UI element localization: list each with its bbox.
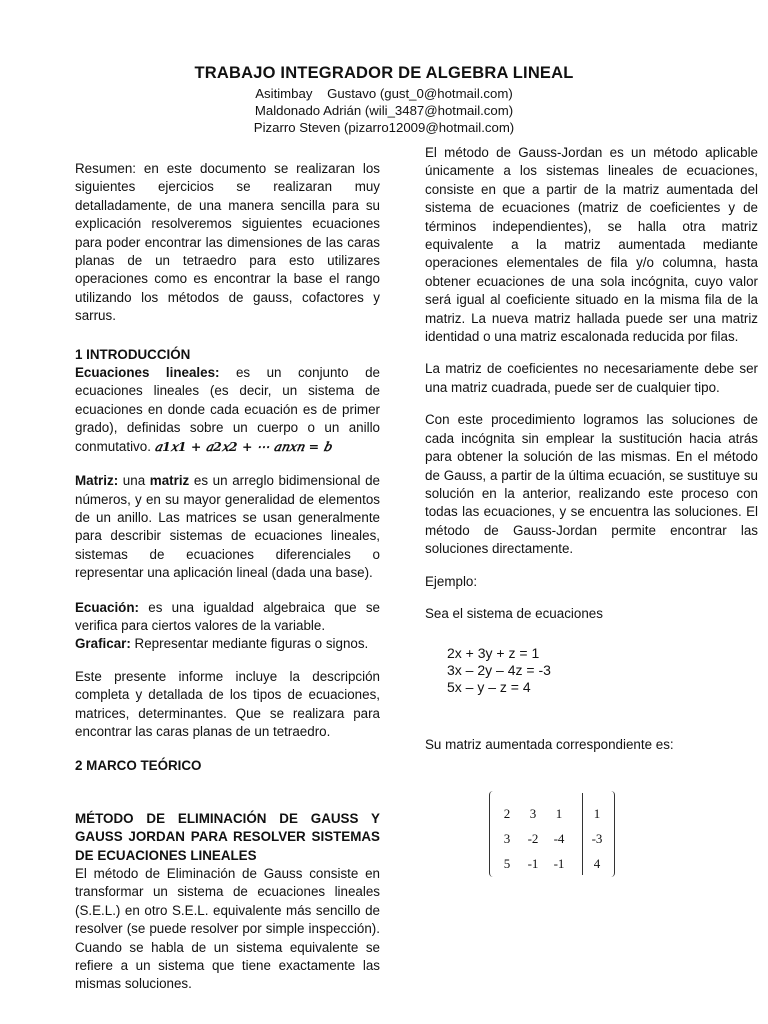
author-2: Maldonado Adrián (wili_3487@hotmail.com) [254,103,514,118]
matrix-cell: 1 [593,805,601,821]
matrix-cell: 2 [503,805,511,821]
procedure-paragraph: Con este procedimiento logramos las soluciones de cada incógnita sin emplear la sustitución hacia atrás para obtener la solución de las mismas. En el método de Gauss, a partir de la última ecuación, se sustituye su solución en la anterior, realizando este proceso con todas las ecuaciones, y se encuentra las soluciones. El método de Gauss-Jordan permite encontrar las soluciones directamente. [425,412,758,557]
matrix-cell: -2 [527,830,539,846]
matrix-cell: 4 [593,855,601,871]
linear-equations-paragraph [75,364,380,456]
matrix-cell: 3 [503,830,511,846]
matrix-cell: -1 [527,855,539,871]
matrix-paragraph [75,472,380,582]
matrix-cell: -1 [553,855,565,871]
left-column [75,160,380,1006]
matrix-pre-text: una [118,473,150,489]
augmented-matrix-intro: Su matriz aumentada correspondiente es: [425,737,674,753]
matrix-row-2 [490,830,614,848]
system-equation-1: 2x + 3y + z = 1 [447,645,540,662]
system-intro: Sea el sistema de ecuaciones [425,605,603,621]
linear-equations-term: Ecuaciones lineales: [75,365,220,381]
equation-paragraph [75,599,380,636]
matrix-cell: -4 [553,830,565,846]
intro-heading: 1 INTRODUCCIÓN [75,346,191,362]
equation-text: es una igualdad algebraica que se verifica para ciertos valores de la variable. [75,599,380,633]
graph-text: Representar mediante figuras o signos. [130,636,369,652]
system-equation-2: 3x – 2y – 4z = -3 [447,662,551,679]
abstract-paragraph: Resumen: en este documento se realizaran los siguientes ejercicios se realizaran muy detalladamente, de una manera sencilla para su explicación resolveremos siguientes ecuaciones para poder encontrar las dimensiones de las caras planas de un tetraedro para esto utilizares operaciones como es encontrar la base el rango utilizando los métodos de gauss, cofactores y sarrus. [75,161,380,324]
matrix-term: Matriz: [75,473,119,489]
document-title: TRABAJO INTEGRADOR DE ALGEBRA LINEAL [194,64,574,82]
right-column [425,144,758,877]
graph-paragraph [75,635,380,653]
matrix-cell: 1 [555,805,563,821]
matrix-brackets [489,791,615,877]
linear-equations-text: es un conjunto de ecuaciones lineales (es decir, un sistema de ecuaciones en donde cada ecuación es de primer grado), definidas sobre un cuerpo o un anillo conmutativo. [75,365,380,454]
coefficient-matrix-paragraph: La matriz de coeficientes no necesariamente debe ser una matriz cuadrada, puede ser de cualquier tipo. [425,361,758,395]
document-header [0,64,768,136]
matrix-bold-word: matriz [149,473,190,489]
system-equation-3: 5x – y – z = 4 [447,679,531,696]
author-3: Pizarro Steven (pizarro12009@hotmail.com) [253,120,515,135]
matrix-text: es un arreglo bidimensional de números, y en su mayor generalidad de elementos de un anillo. Las matrices se usan generalmente para describir sistemas de ecuaciones lineales, sistemas de ecuaciones diferenciales o representar una aplicación lineal (dada una base). [75,473,380,581]
matrix-cell: -3 [591,830,603,846]
gauss-method-heading: MÉTODO DE ELIMINACIÓN DE GAUSS Y GAUSS JORDAN PARA RESOLVER SISTEMAS DE ECUACIONES LINEALES [75,810,380,863]
example-label: Ejemplo: [425,573,478,589]
report-paragraph: Este presente informe incluye la descripción completa y detallada de los tipos de ecuaciones, matrices, determinantes. Que se realizara para encontrar las caras planas de un tetraedro. [75,668,380,739]
matrix-cell: 5 [503,855,511,871]
linear-equation-formula: 𝑎1𝑥1 + 𝑎2𝑥2 + ⋯ 𝑎𝑛𝑥𝑛 = 𝑏 [154,438,332,454]
theory-heading: 2 MARCO TEÓRICO [75,758,202,774]
equation-system [447,645,758,696]
augmented-matrix [489,791,613,877]
equation-term: Ecuación: [75,599,139,615]
graph-term: Graficar: [75,636,131,652]
gauss-method-paragraph: El método de Eliminación de Gauss consiste en transformar un sistema de ecuaciones lineales (S.E.L.) en otro S.E.L. equivalente más sencillo de resolver (se puede resolver por simple inspección). Cuando se habla de un sistema equivalente se refiere a un sistema que tiene exactamente las mismas soluciones. [75,866,380,992]
matrix-cell: 3 [529,805,537,821]
author-1: Asitimbay Gustavo (gust_0@hotmail.com) [255,86,513,101]
matrix-row-3 [490,855,614,873]
matrix-row-1 [490,805,614,823]
gauss-jordan-paragraph: El método de Gauss-Jordan es un método aplicable únicamente a los sistemas lineales de ecuaciones, consiste en que a partir de la matriz aumentada del sistema de ecuaciones (matriz de coeficientes y de términos independientes), se halla otra matriz equivalente a la matriz aumentada mediante operaciones elementales de fila y/o columna, hasta obtener ecuaciones de una sola incógnita, cuyo valor será igual al coeficiente situado en la misma fila de la matriz. La nueva matriz hallada puede ser una matriz identidad o una matriz escalonada reducida por filas. [425,145,758,345]
